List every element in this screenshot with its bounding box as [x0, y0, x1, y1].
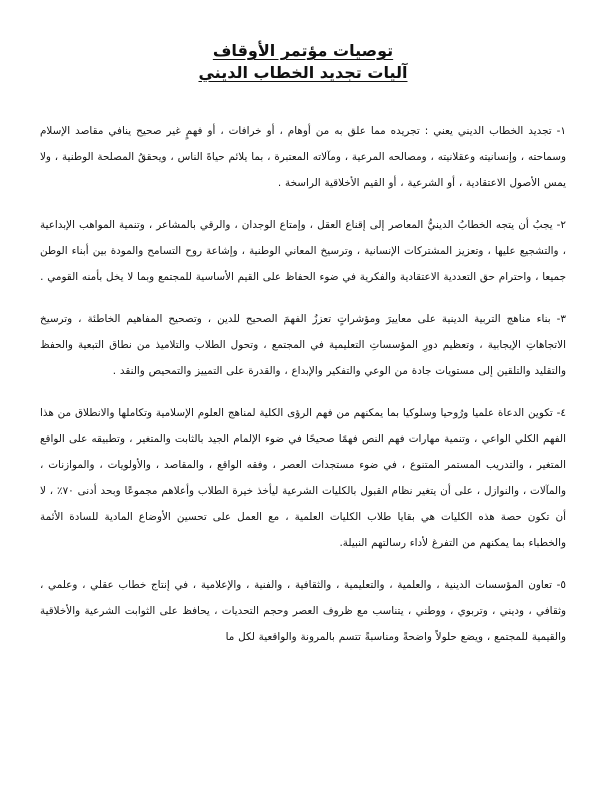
recommendation-paragraph-1: ١- تجديد الخطاب الديني يعني : تجريده مما علق به من أوهام ، أو خرافات ، أو فهمٍ غير صحيح ينافي مقاصد الإسلام وسماحته ، وإنسانيته وعقلانيته ، ومصالحه المرعية ، ومآلاته المعتبرة ، بما يلائم حياةَ الناس ، ويحققُ المصلحة الوطنية ، ولا يمس الأصول الاعتقادية ، أو الشرعية ، أو القيم الأخلاقية الراسخة .: [40, 125, 566, 189]
title-block: [40, 40, 566, 84]
recommendation-paragraph-4: ٤- تكوين الدعاة علميا ورُوحيا وسلوكيا بما يمكنهم من فهم الرؤى الكلية لمناهج العلوم الإسلامية وتكاملها والانطلاق من هذا الفهم الكلي الواعي ، وتنمية مهارات فهم النص فهمًا صحيحًا في ضوء الإلمام الجيد بالثابت والمتغير ، وتطبيقه على الواقع المتغير ، والتدريب المستمر المتنوع ، في ضوء مستجدات العصر ، وفقه الواقع ، والمقاصد ، والأولويات ، والموازنات ، والمآلات ، والنوازل ، على أن يتغير نظام القبول بالكليات الشرعية ليأخذ خيرة الطلاب وأعلاهم مجموعًا وبحد أدنى ٧٠٪ ، لا أن تكون حصة هذه الكليات هي بقايا طلاب الكليات العلمية ، مع العمل على تحسين الأوضاع المادية للسادة الأئمة والخطباء بما يمكنهم من التفرغ لأداء رسالتهم النبيلة.: [40, 407, 566, 549]
document-title: توصيات مؤتمر الأوقاف: [212, 41, 394, 60]
recommendation-paragraph-5: ٥- تعاون المؤسسات الدينية ، والعلمية ، والتعليمية ، والثقافية ، والفنية ، والإعلامية ، في إنتاج خطاب عقلي ، وعلمي ، وثقافي ، وديني ، وتربوي ، ووطني ، يتناسب مع ظروف العصر وحجم التحديات ، يحافظ على الثوابت الشرعية والأخلاقية والقيمية للمجتمع ، ويضع حلولاً واضحةً ومناسبةً تتسم بالمرونة والواقعية لكل ما: [40, 579, 566, 643]
recommendation-paragraph-3: ٣- بناء مناهج التربية الدينية على معاييرَ ومؤشراتٍ تعززُ الفهمَ الصحيح للدين ، وتصحيح المفاهيم الخاطئة ، وترسيخ الاتجاهاتِ الإيجابية ، وتعظيم دورِ المؤسساتِ التعليمية في المجتمع ، وتحول الطلاب والتلاميذ من نطاق التبعية والحفظ والتقليد والتلقين إلى مستويات جادة من الوعي والتفكير والإبداع ، والقدرة على التمييز والتمحيص والنقد .: [40, 313, 566, 377]
recommendation-paragraph-2: ٢- يجبُ أن يتجه الخطابُ الدينيُّ المعاصر إلى إقناع العقل ، وإمتاع الوجدان ، والرقي بالمشاعر ، وتنمية المواهب الإبداعية ، والتشجيع عليها ، وتعزيز المشتركات الإنسانية ، وترسيخ المعاني الوطنية ، وإشاعة روح التسامح والمودة بين أبناء الوطن جميعا ، واحترام حق التعددية الاعتقادية والفكرية في ضوء الحفاظ على القيم الأساسية للمجتمع وبما لا يخل بأمنه القومي .: [40, 219, 566, 283]
document-subtitle: آليات تجديد الخطاب الديني: [198, 63, 408, 82]
